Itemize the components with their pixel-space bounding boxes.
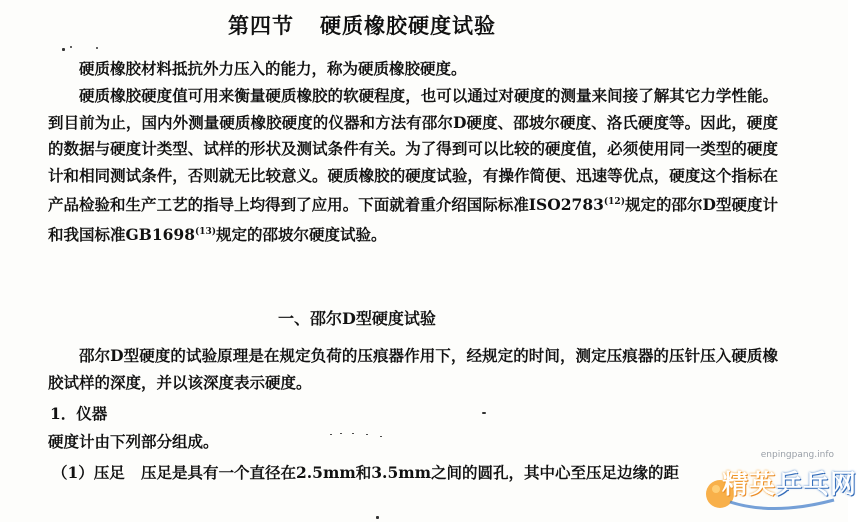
scan-speck bbox=[62, 48, 65, 51]
intro-paragraph bbox=[48, 83, 778, 248]
watermark-url: enpingpang.info bbox=[760, 450, 834, 460]
item-instrument: 1．仪器 bbox=[50, 404, 108, 423]
scan-speck bbox=[330, 434, 332, 435]
section-number: 第四节 bbox=[228, 13, 294, 38]
presser-foot-text: 压足是具有一个直径在2.5mm和3.5mm之间的圆孔，其中心至压足边缘的距 bbox=[141, 463, 680, 482]
watermark-text bbox=[722, 464, 857, 501]
reference-13: (13) bbox=[194, 226, 217, 237]
reference-12: (12) bbox=[603, 197, 625, 207]
scan-speck bbox=[366, 434, 368, 435]
scan-speck bbox=[380, 436, 382, 437]
scan-speck bbox=[376, 516, 379, 519]
scan-speck bbox=[352, 433, 354, 434]
definition-paragraph: 硬质橡胶材料抵抗外力压入的能力，称为硬质橡胶硬度。 bbox=[79, 59, 467, 78]
components-line: 硬度计由下列部分组成。 bbox=[48, 432, 219, 451]
intro-text-a: 硬质橡胶硬度值可用来衡量硬质橡胶的软硬程度，也可以通过对硬度的测量来间接了解其它力学性能。到目前为止，国内外测量硬质橡胶硬度的仪器和方法有邵尔D硬度、邵坡尔硬度、洛氏硬度等。因此，硬度的数据与硬度计类型、试样的形状及测试条件有关。为了得到可以比较的硬度值，必须使用同一类型的硬度计和相同测试条件，否则就无比较意义。硬质橡胶的硬度试验，有操作简便、迅速等优点，硬度这个指标在产品检验和生产工艺的指导上均得到了应用。下面就着重介绍国际标准ISO2783 bbox=[48, 86, 778, 215]
section-title bbox=[228, 10, 496, 40]
scan-speck bbox=[96, 47, 98, 49]
subsection-heading: 一、邵尔D型硬度试验 bbox=[278, 309, 436, 328]
watermark-text-b: 乒乓网 bbox=[776, 470, 857, 500]
section-name: 硬质橡胶硬度试验 bbox=[320, 13, 496, 38]
scan-speck bbox=[70, 46, 72, 48]
watermark-text-a: 精英 bbox=[722, 470, 777, 500]
intro-text-c: 规定的邵坡尔硬度试验。 bbox=[216, 224, 387, 244]
principle-paragraph: 邵尔D型硬度的试验原理是在规定负荷的压痕器作用下，经规定的时间，测定压痕器的压针压入硬质橡胶试样的深度，并以该深度表示硬度。 bbox=[48, 346, 778, 392]
scan-speck bbox=[482, 412, 486, 414]
scan-speck bbox=[340, 433, 342, 434]
presser-foot-line bbox=[52, 461, 679, 483]
presser-foot-label: （1）压足 bbox=[52, 463, 125, 482]
site-watermark bbox=[704, 450, 857, 516]
intro-text-b: 规定的邵尔D型硬度计和我国标准GB1698 bbox=[48, 195, 778, 244]
